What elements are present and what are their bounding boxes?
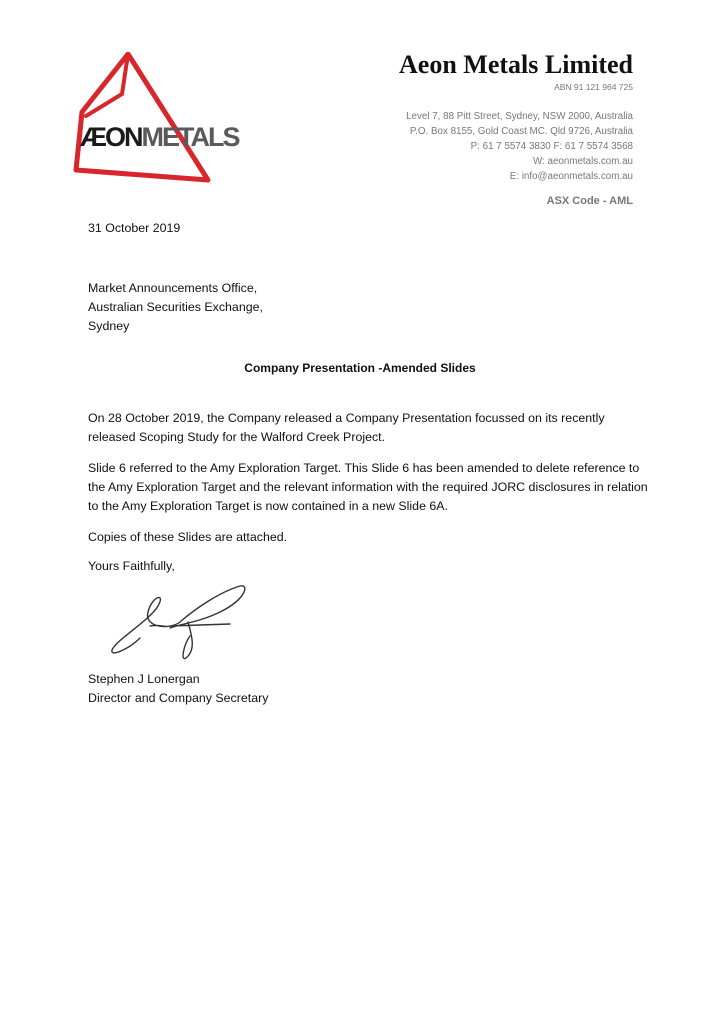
asx-code: ASX Code - AML [546, 195, 633, 207]
logo-word-aeon: ÆON [80, 122, 142, 152]
letter-closing: Yours Faithfully, [88, 559, 175, 573]
recipient-line: Sydney [88, 319, 130, 333]
recipient-address [88, 279, 648, 336]
logo-triangle [68, 52, 258, 187]
logo-wordmark [80, 124, 239, 151]
signer-title: Director and Company Secretary [88, 691, 269, 705]
logo-word-metals: METALS [141, 122, 239, 152]
signer-name: Stephen J Lonergan [88, 672, 200, 686]
letterhead [399, 50, 633, 207]
recipient-line: Market Announcements Office, [88, 281, 258, 295]
abn-number: ABN 91 121 964 725 [554, 82, 633, 92]
company-name: Aeon Metals Limited [399, 50, 633, 79]
handwritten-signature [100, 578, 250, 668]
paragraph-attachments: Copies of these Slides are attached. [88, 530, 288, 544]
address-line: P.O. Box 8155, Gold Coast MC. Qld 9726, Australia [409, 126, 633, 137]
letter-subject: Company Presentation -Amended Slides [244, 361, 476, 375]
paragraph-slide-amendment: Slide 6 referred to the Amy Exploration Target. This Slide 6 has been amended to delete reference to the Amy Exploration Target and the relevant information with the required JORC disclosures in relation to the Amy Exploration Target is now contained in a new Slide 6A. [88, 461, 648, 513]
company-address [399, 109, 633, 184]
signer-block [88, 670, 648, 708]
address-line: Level 7, 88 Pitt Street, Sydney, NSW 2000, Australia [406, 111, 633, 122]
email-line: E: info@aeonmetals.com.au [509, 171, 633, 182]
recipient-line: Australian Securities Exchange, [88, 300, 263, 314]
paragraph-release: On 28 October 2019, the Company released a Company Presentation focussed on its recently released Scoping Study for the Walford Creek Project. [88, 411, 605, 444]
letter-date: 31 October 2019 [88, 221, 181, 235]
company-logo [68, 52, 258, 187]
website-line: W: aeonmetals.com.au [532, 156, 633, 167]
phone-fax-line: P: 61 7 5574 3830 F: 61 7 5574 3568 [470, 141, 633, 152]
